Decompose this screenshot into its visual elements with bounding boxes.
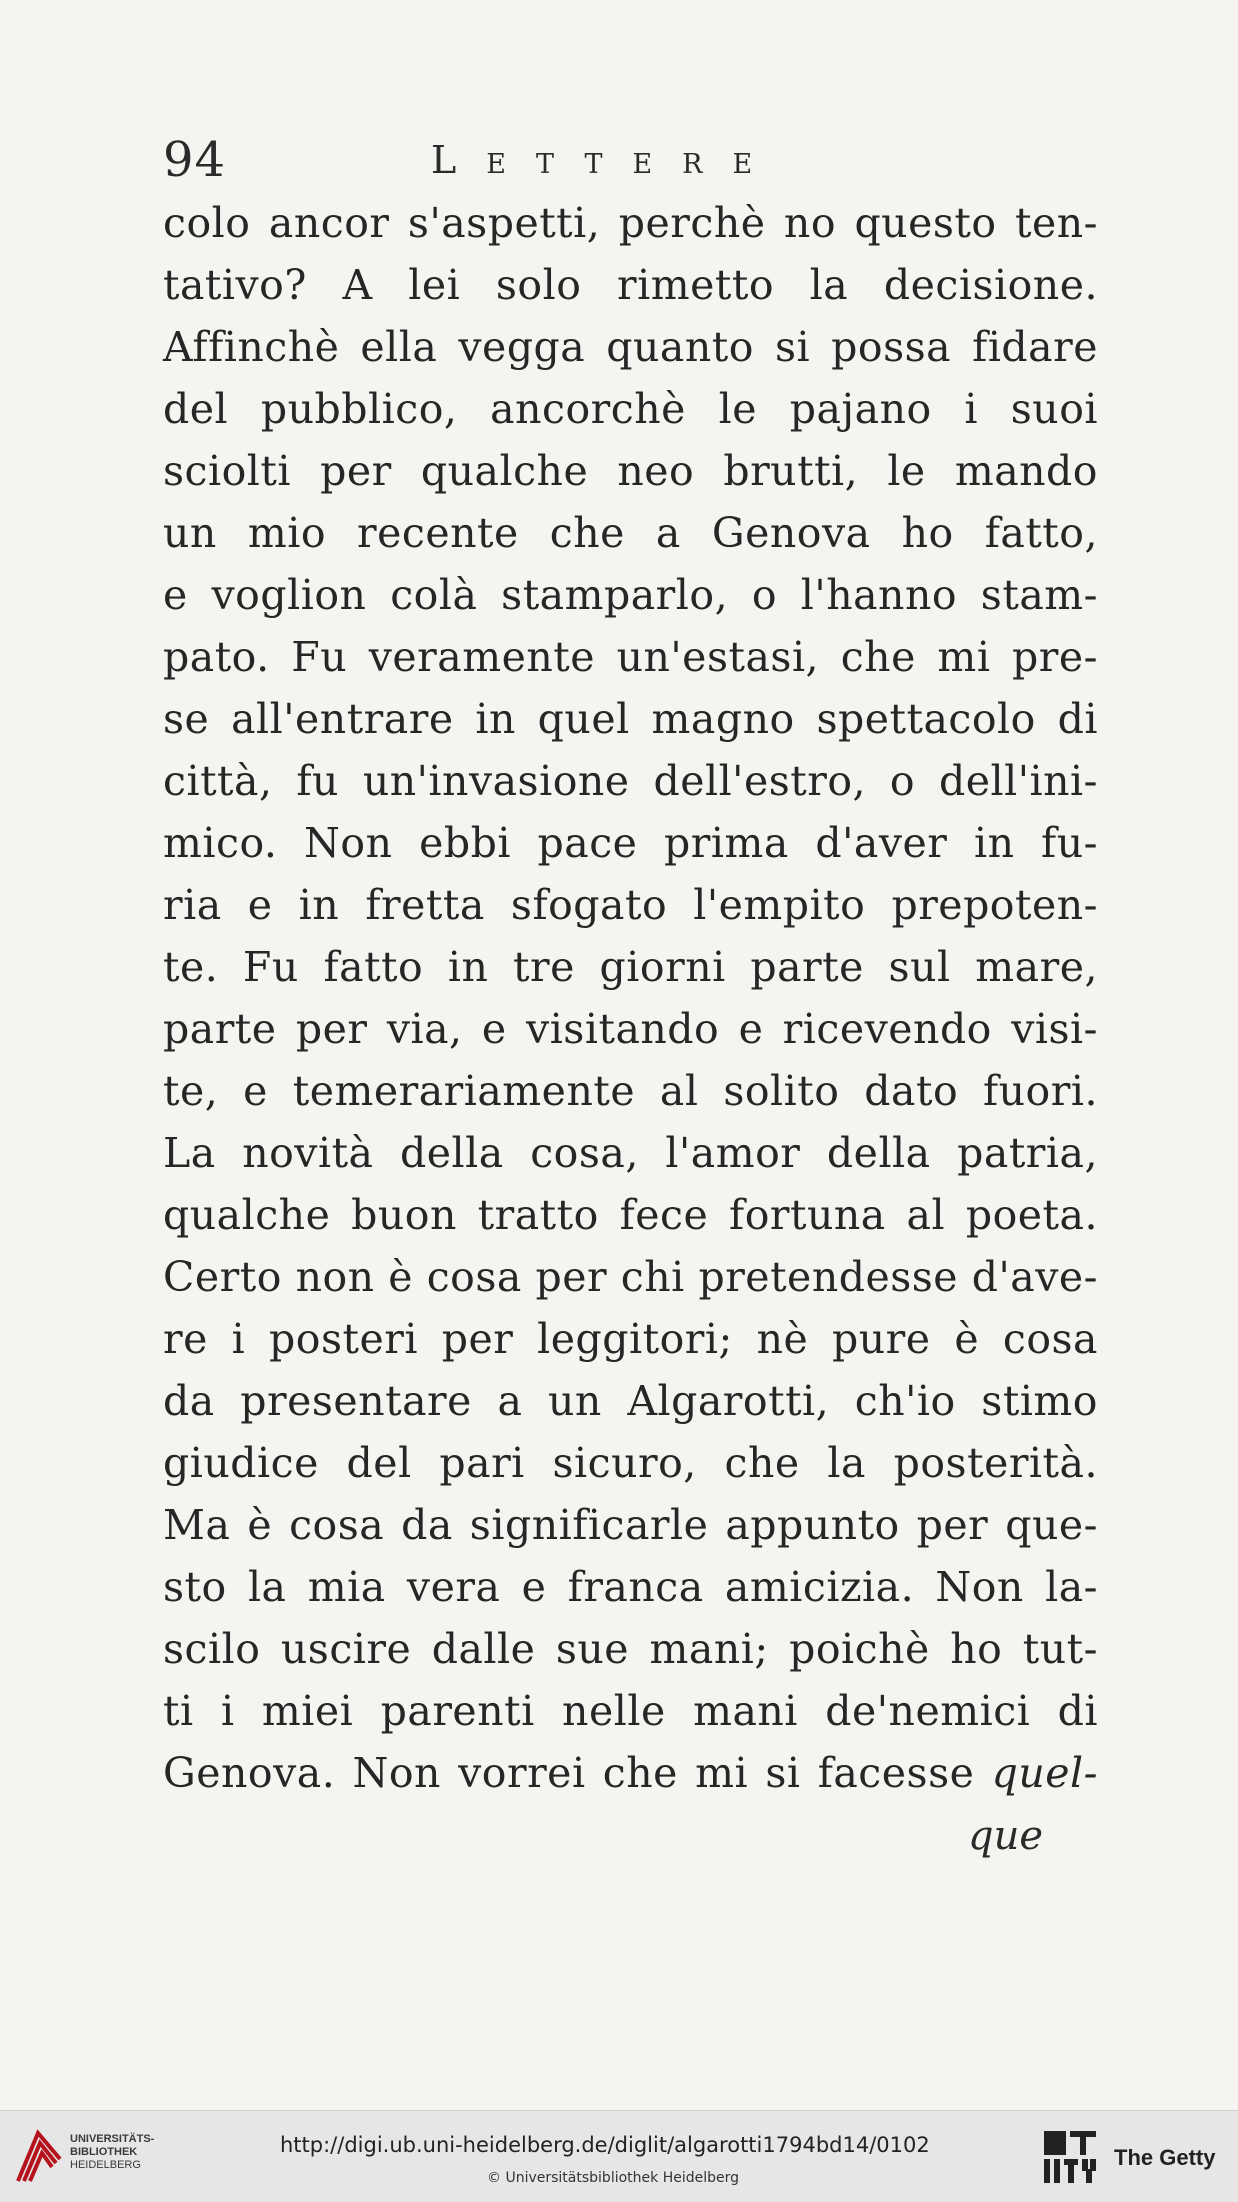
text-line: La novità della cosa, l'amor della patria, [163, 1129, 1098, 1177]
page-header [163, 130, 1083, 190]
university-library-logo-icon [14, 2129, 64, 2187]
text-line: se all'entrare in quel magno spettacolo di [163, 695, 1098, 743]
text-line: scilo uscire dalle sue mani; poichè ho tut- [163, 1625, 1098, 1673]
last-line-text: Genova. Non vorrei che mi si facesse [163, 1749, 975, 1797]
text-line-last [163, 1742, 1098, 1804]
body-text [163, 192, 1098, 1804]
library-name-line: UNIVERSITÄTS- [70, 2133, 155, 2145]
text-line: città, fu un'invasione dell'estro, o dell'ini- [163, 757, 1098, 805]
page-number: 94 [163, 132, 227, 188]
text-line: e voglion colà stamparlo, o l'hanno stam- [163, 571, 1098, 619]
catchword: que [968, 1813, 1044, 1859]
text-line: qualche buon tratto fece fortuna al poeta. [163, 1191, 1098, 1239]
text-line: colo ancor s'aspetti, perchè no questo ten- [163, 199, 1098, 247]
university-library-name [70, 2133, 154, 2172]
permalink-url[interactable]: http://digi.ub.uni-heidelberg.de/diglit/algarotti1794bd14/0102 [280, 2133, 930, 2157]
text-line: Affinchè ella vegga quanto si possa fidare [163, 323, 1098, 371]
getty-logo-icon [1040, 2127, 1100, 2187]
text-line: del pubblico, ancorchè le pajano i suoi [163, 385, 1098, 433]
text-line: Ma è cosa da significarle appunto per que- [163, 1501, 1098, 1549]
running-title: Lettere [431, 138, 783, 182]
library-name-line: BIBLIOTHEK [70, 2146, 138, 2158]
text-line: te. Fu fatto in tre giorni parte sul mare, [163, 943, 1098, 991]
copyright-notice: © Universitätsbibliothek Heidelberg [487, 2170, 740, 2186]
viewer-footer [0, 2110, 1238, 2202]
text-line: tativo? A lei solo rimetto la decisione. [163, 261, 1098, 309]
text-line: parte per via, e visitando e ricevendo visi- [163, 1005, 1098, 1053]
text-line: ria e in fretta sfogato l'empito prepoten- [163, 881, 1098, 929]
text-line: Certo non è cosa per chi pretendesse d'ave- [163, 1253, 1098, 1301]
last-line-italic: quel- [991, 1749, 1098, 1797]
text-line: re i posteri per leggitori; nè pure è cosa [163, 1315, 1098, 1363]
text-line: sciolti per qualche neo brutti, le mando [163, 447, 1098, 495]
text-line: un mio recente che a Genova ho fatto, [163, 509, 1098, 557]
text-line: giudice del pari sicuro, che la posterità. [163, 1439, 1098, 1487]
text-line: sto la mia vera e franca amicizia. Non la- [163, 1563, 1098, 1611]
text-line: ti i miei parenti nelle mani de'nemici di [163, 1687, 1098, 1735]
library-name-line: HEIDELBERG [70, 2159, 141, 2171]
text-line: da presentare a un Algarotti, ch'io stimo [163, 1377, 1098, 1425]
text-line: mico. Non ebbi pace prima d'aver in fu- [163, 819, 1098, 867]
text-line: te, e temerariamente al solito dato fuori. [163, 1067, 1098, 1115]
getty-name: The Getty [1114, 2145, 1216, 2170]
text-line: pato. Fu veramente un'estasi, che mi pre- [163, 633, 1098, 681]
